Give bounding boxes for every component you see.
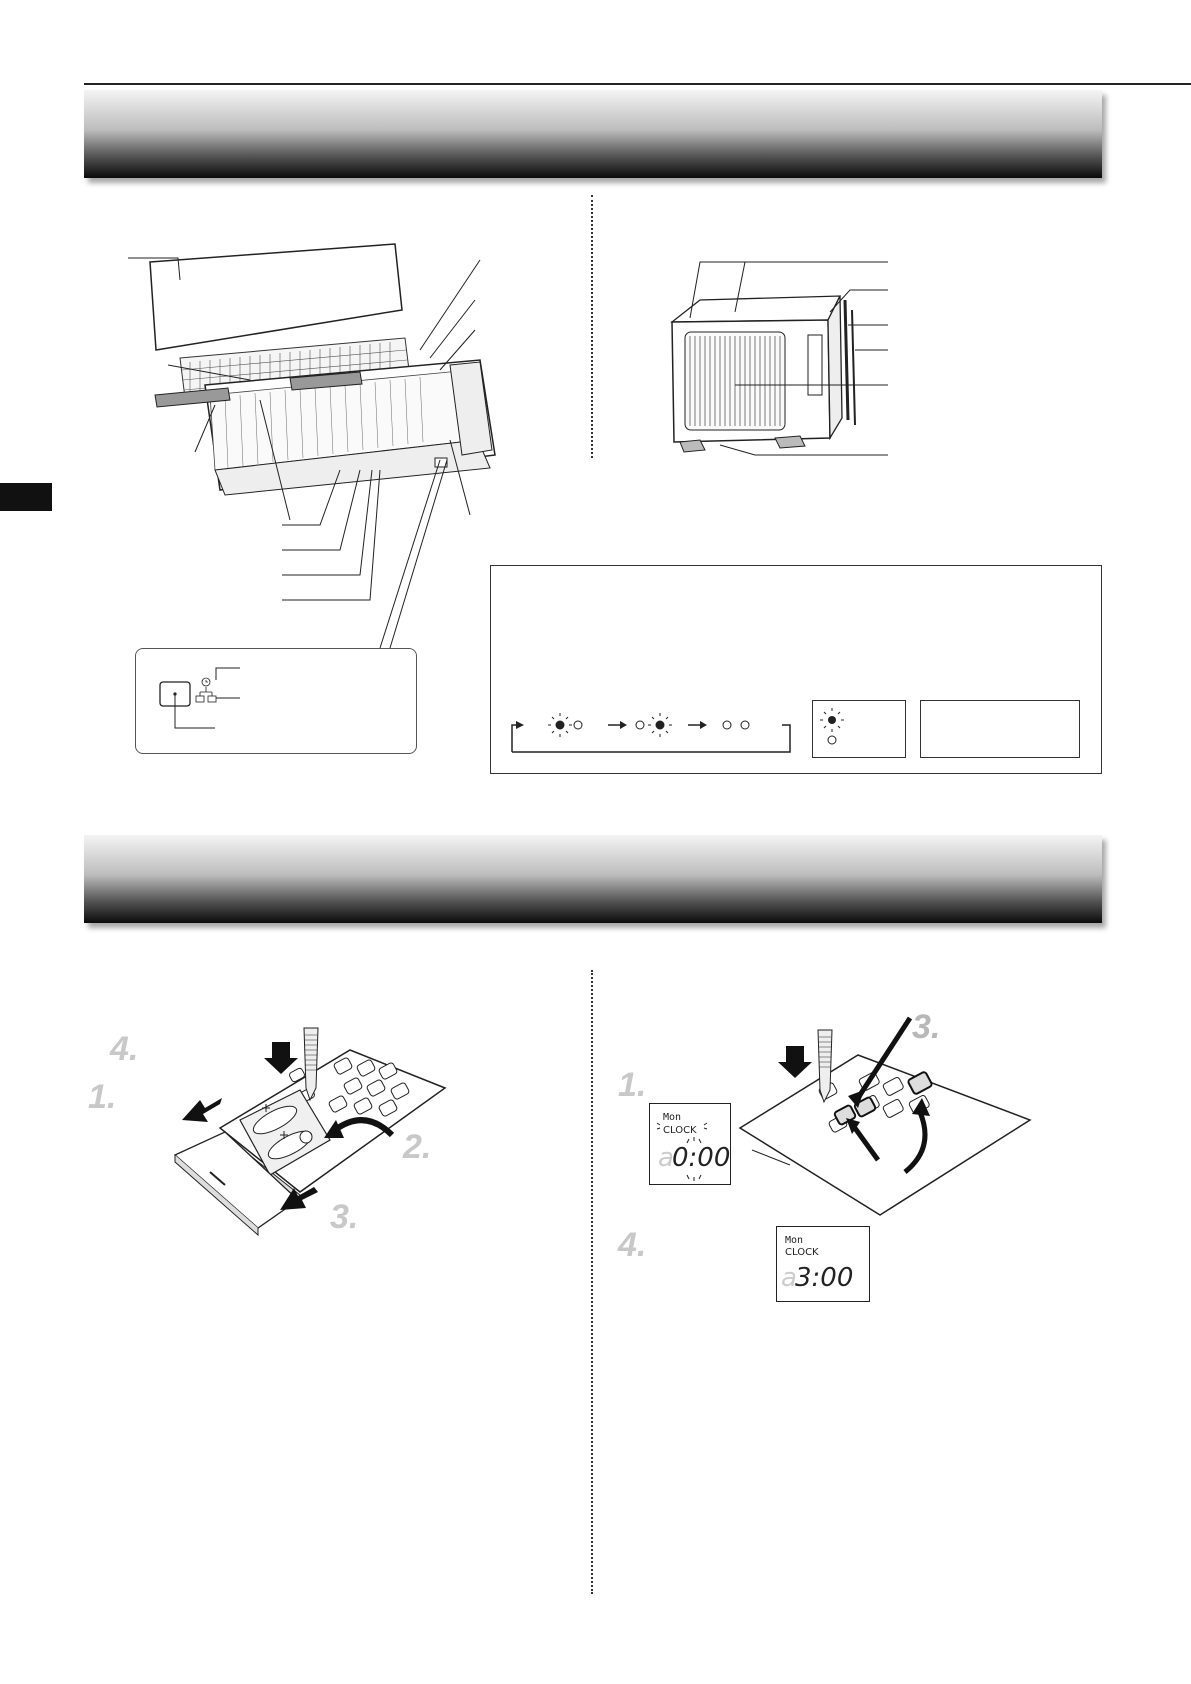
lcd-ampm: a xyxy=(658,1143,674,1173)
battery-step-4: 4. xyxy=(110,1030,139,1068)
indicator-inset-symbols xyxy=(150,660,400,750)
lcd-time: 0:00 xyxy=(672,1143,731,1173)
lcd-day-label: Mon xyxy=(663,1112,682,1123)
indicator-legend-symbols xyxy=(820,706,860,750)
lcd-clock-label: CLOCK xyxy=(785,1247,819,1258)
lcd-display-after xyxy=(776,1226,870,1302)
section-banner-preparation xyxy=(84,835,1102,923)
lcd-time: 3:00 xyxy=(795,1263,854,1293)
battery-step-1: 1. xyxy=(88,1078,117,1116)
battery-step-2: 2. xyxy=(403,1128,432,1166)
outdoor-unit-diagram xyxy=(660,255,900,465)
indicator-note-box xyxy=(920,700,1080,758)
clock-step-4: 4. xyxy=(618,1226,647,1264)
lcd-ampm: a xyxy=(781,1263,797,1293)
clock-setting-diagram xyxy=(730,1010,1030,1220)
clock-step-3: 3. xyxy=(912,1008,941,1046)
clock-step-1: 1. xyxy=(618,1066,647,1104)
lcd-day-label: Mon xyxy=(785,1235,804,1246)
column-divider-bottom xyxy=(591,970,593,1594)
lcd-blink-marks xyxy=(649,1103,731,1185)
lcd-clock-label: CLOCK xyxy=(663,1125,697,1136)
battery-insertion-diagram xyxy=(170,1020,450,1240)
battery-step-3: 3. xyxy=(330,1198,359,1236)
